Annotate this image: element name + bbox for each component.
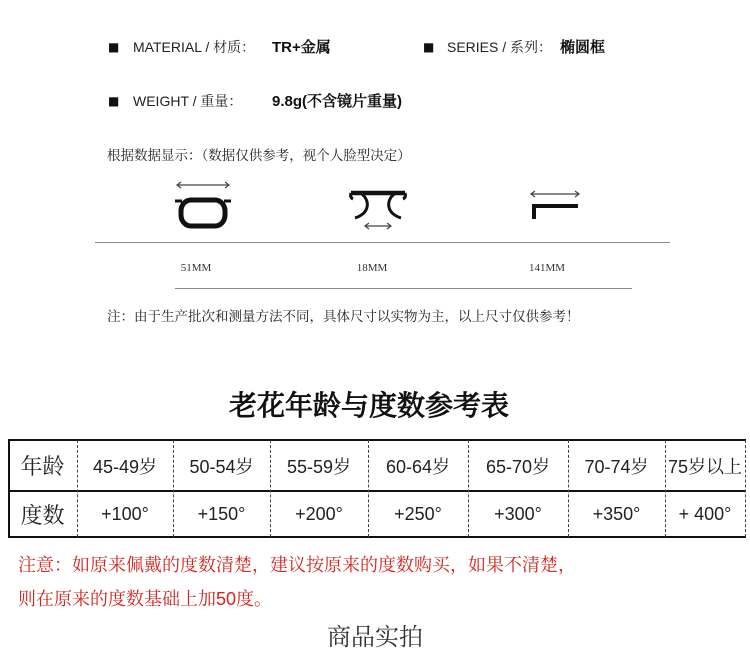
series-bullet: ■: [423, 40, 435, 54]
series-label: SERIES / 系列：: [447, 39, 553, 55]
power-cell: +350°: [592, 503, 641, 524]
power-cell: +200°: [295, 503, 343, 524]
dimensions-divider-top: [95, 242, 670, 243]
table-right-border: [745, 440, 746, 537]
power-cell: +150°: [197, 503, 246, 524]
power-cell: + 400°: [678, 503, 732, 524]
material-value: TR+金属: [272, 39, 331, 56]
dimensions-intro: 根据数据显示：（数据仅供参考，视个人脸型决定）: [107, 148, 411, 163]
warning-line-2: 则在原来的度数基础上加50度。: [18, 589, 273, 609]
weight-value: 9.8g(不含镜片重量): [272, 93, 403, 110]
material-bullet: ■: [108, 40, 120, 54]
lens-width-icon: [172, 177, 234, 233]
material-label: MATERIAL / 材质：: [133, 39, 256, 55]
weight-label: WEIGHT / 重量：: [133, 93, 243, 109]
age-cell: 45-49岁: [92, 456, 158, 477]
power-cell: +250°: [394, 503, 442, 524]
dimensions-divider-bottom: [175, 288, 632, 289]
table-bottom-border: [8, 536, 746, 538]
age-row-header: 年龄: [20, 454, 65, 479]
power-cell: +300°: [494, 503, 542, 524]
temple-length-label: 141MM: [528, 262, 566, 274]
series-value: 椭圆框: [560, 39, 606, 56]
weight-bullet: ■: [108, 94, 120, 108]
age-cell: 65-70岁: [485, 456, 551, 477]
age-cell: 50-54岁: [189, 456, 254, 477]
age-table-title: 老花年龄与度数参考表: [228, 390, 509, 421]
lens-width-label: 51MM: [180, 262, 212, 274]
age-cell: 60-64岁: [385, 456, 451, 477]
bridge-width-icon: [348, 185, 408, 233]
bridge-width-label: 18MM: [356, 262, 388, 274]
age-cell: 70-74岁: [584, 456, 649, 477]
power-row-header: 度数: [20, 502, 65, 528]
next-section-title: 商品实拍: [327, 624, 423, 650]
power-cell: +100°: [101, 503, 149, 524]
age-cell: 75岁以上: [667, 456, 743, 477]
dimensions-note: 注：由于生产批次和测量方法不同，具体尺寸以实物为主，以上尺寸仅供参考！: [107, 309, 580, 324]
warning-line-1: 注意：如原来佩戴的度数清楚，建议按原来的度数购买，如果不清楚，: [18, 555, 576, 575]
age-cell: 55-59岁: [286, 456, 352, 477]
temple-length-icon: [527, 186, 583, 226]
